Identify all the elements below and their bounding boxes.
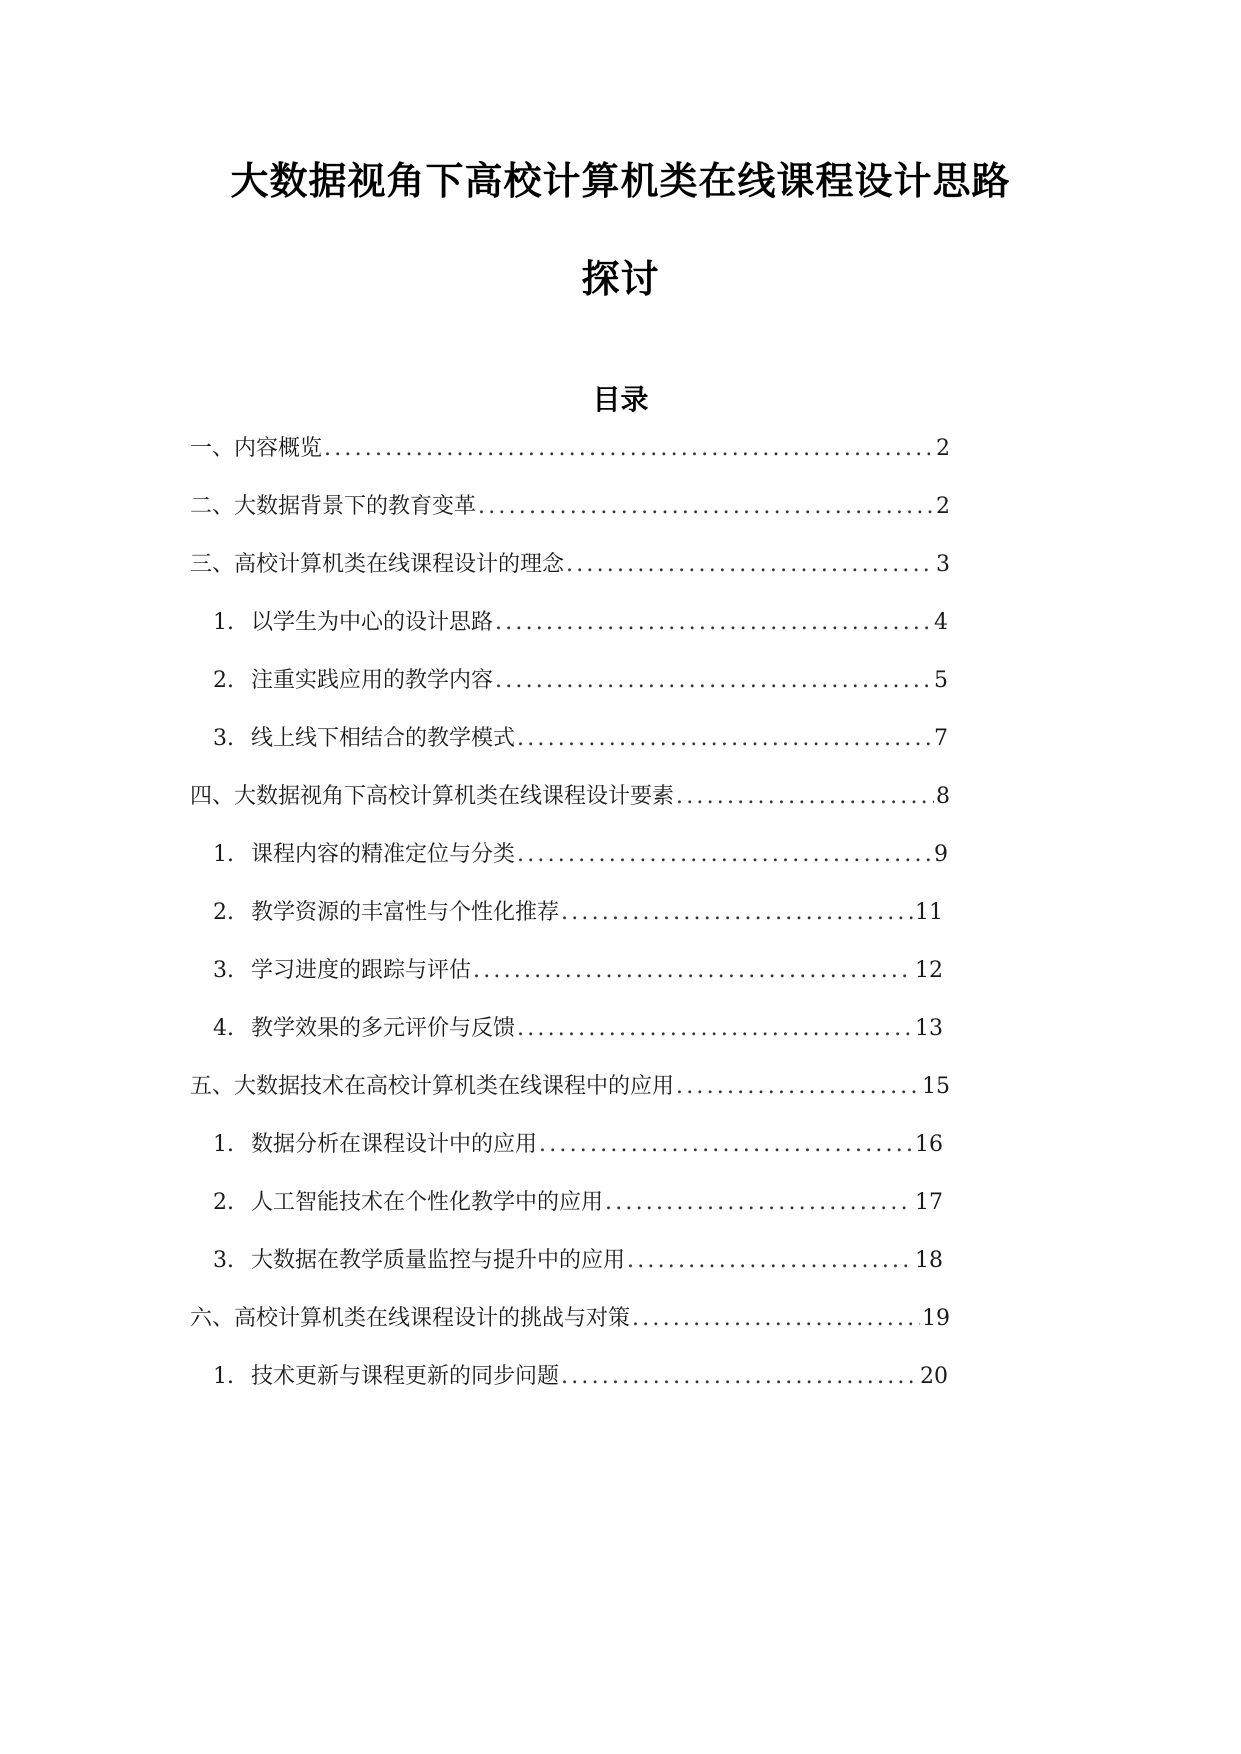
- toc-entry[interactable]: [190, 490, 950, 524]
- toc-page-number: 13: [915, 1016, 943, 1041]
- toc-entry-number: 3.: [213, 726, 234, 751]
- toc-dot-leader: [627, 1244, 913, 1278]
- toc-entry-title: 教学资源的丰富性与个性化推荐: [251, 900, 560, 925]
- toc-dot-leader: [473, 954, 913, 988]
- toc-page-number: 3: [936, 552, 950, 577]
- toc-entry-number: 3.: [213, 1248, 234, 1273]
- toc-entry-title: 课程内容的精准定位与分类: [251, 842, 516, 867]
- toc-entry-title: 注重实践应用的教学内容: [251, 668, 494, 693]
- toc-dot-leader: [517, 722, 932, 756]
- toc-dot-leader: [566, 548, 934, 582]
- toc-dot-leader: [495, 606, 932, 640]
- toc-entry[interactable]: [213, 838, 948, 872]
- toc-page-number: 19: [922, 1306, 950, 1331]
- toc-entry-title: 大数据在教学质量监控与提升中的应用: [251, 1248, 626, 1273]
- toc-entry[interactable]: [213, 896, 943, 930]
- toc-dot-leader: [324, 432, 934, 466]
- toc-page-number: 15: [922, 1074, 950, 1099]
- toc-entry-title: 二、大数据背景下的教育变革: [190, 494, 477, 519]
- toc-page-number: 16: [915, 1132, 943, 1157]
- toc-page-number: 2: [936, 436, 950, 461]
- toc-entry-title: 教学效果的多元评价与反馈: [251, 1016, 516, 1041]
- toc-dot-leader: [605, 1186, 913, 1220]
- toc-page-number: 12: [915, 958, 943, 983]
- toc-entry-title: 技术更新与课程更新的同步问题: [251, 1364, 560, 1389]
- toc-entry-number: 4.: [213, 1016, 234, 1041]
- toc-dot-leader: [495, 664, 932, 698]
- document-title-line-2: 探讨: [581, 257, 660, 301]
- toc-entry[interactable]: [190, 432, 950, 466]
- toc-entry[interactable]: [213, 1360, 948, 1394]
- toc-dot-leader: [676, 780, 934, 814]
- toc-entry[interactable]: [213, 664, 948, 698]
- toc-entry-title: 六、高校计算机类在线课程设计的挑战与对策: [190, 1306, 631, 1331]
- toc-page-number: 9: [934, 842, 948, 867]
- toc-page-number: 20: [920, 1364, 948, 1389]
- document-title-line-1: 大数据视角下高校计算机类在线课程设计思路: [230, 159, 1011, 203]
- toc-entry-number: 1.: [213, 610, 234, 635]
- toc-entry-title: 人工智能技术在个性化教学中的应用: [251, 1190, 604, 1215]
- toc-entry-number: 3.: [213, 958, 234, 983]
- toc-dot-leader: [517, 1012, 913, 1046]
- toc-dot-leader: [561, 896, 913, 930]
- toc-entry[interactable]: [213, 606, 948, 640]
- toc-page-number: 11: [915, 900, 943, 925]
- toc-entry-number: 1.: [213, 842, 234, 867]
- toc-entry-title: 数据分析在课程设计中的应用: [251, 1132, 538, 1157]
- toc-dot-leader: [478, 490, 934, 524]
- toc-entry-title: 一、内容概览: [190, 436, 323, 461]
- toc-entry-number: 2.: [213, 668, 234, 693]
- toc-entry[interactable]: [190, 1070, 950, 1104]
- toc-entry[interactable]: [213, 1186, 943, 1220]
- toc-entry[interactable]: [213, 1244, 943, 1278]
- toc-entry-title: 五、大数据技术在高校计算机类在线课程中的应用: [190, 1074, 675, 1099]
- toc-entry[interactable]: [213, 1128, 943, 1162]
- toc-page-number: 5: [934, 668, 948, 693]
- toc-dot-leader: [539, 1128, 913, 1162]
- toc-entry[interactable]: [190, 548, 950, 582]
- toc-dot-leader: [517, 838, 932, 872]
- toc-entry-number: 2.: [213, 900, 234, 925]
- toc-entry-title: 三、高校计算机类在线课程设计的理念: [190, 552, 565, 577]
- toc-dot-leader: [676, 1070, 920, 1104]
- toc-dot-leader: [561, 1360, 918, 1394]
- toc-entry[interactable]: [190, 1302, 950, 1336]
- toc-entry-title: 以学生为中心的设计思路: [251, 610, 494, 635]
- toc-entry-number: 1.: [213, 1364, 234, 1389]
- toc-entry-number: 2.: [213, 1190, 234, 1215]
- toc-entry-title: 学习进度的跟踪与评估: [251, 958, 472, 983]
- toc-page-number: 7: [934, 726, 948, 751]
- toc-entry[interactable]: [213, 1012, 943, 1046]
- toc-entry-title: 线上线下相结合的教学模式: [251, 726, 516, 751]
- toc-entry[interactable]: [190, 780, 950, 814]
- toc-entry[interactable]: [213, 954, 943, 988]
- toc-entry-title: 四、大数据视角下高校计算机类在线课程设计要素: [190, 784, 675, 809]
- toc-heading: 目录: [592, 383, 649, 416]
- toc-page-number: 18: [915, 1248, 943, 1273]
- toc-dot-leader: [632, 1302, 920, 1336]
- toc-entry-number: 1.: [213, 1132, 234, 1157]
- toc-entry[interactable]: [213, 722, 948, 756]
- toc-page-number: 2: [936, 494, 950, 519]
- toc-page-number: 17: [915, 1190, 943, 1215]
- toc-page-number: 8: [936, 784, 950, 809]
- toc-page-number: 4: [934, 610, 948, 635]
